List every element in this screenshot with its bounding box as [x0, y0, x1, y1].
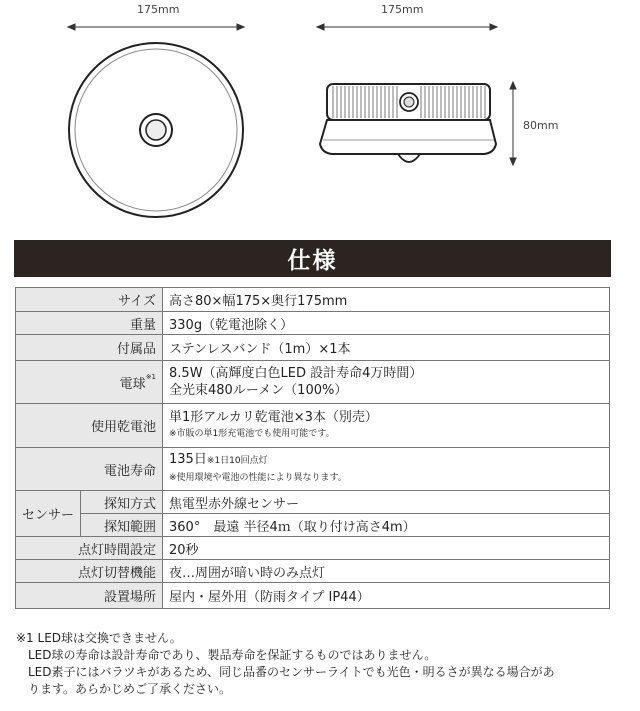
top-view-dimension-arrow [68, 24, 244, 30]
product-drawings [0, 0, 640, 235]
footnote-line: LED素子にはバラツキがあるため、同じ品番のセンサーライトでも光色・明るさが異なる場合があ [28, 665, 555, 679]
top-view-width-label: 175mm [137, 3, 180, 16]
spec-label: 設置場所 [16, 583, 163, 609]
spec-label: 電池寿命 [16, 448, 163, 491]
spec-title-bar [14, 240, 611, 277]
table-row [16, 312, 610, 335]
battery-note: ※市販の単1形充電池でも使用可能です。 [169, 428, 335, 439]
spec-label: 探知方式 [81, 491, 163, 514]
spec-label [16, 361, 163, 404]
battery-life-value-note: ※1日10回点灯 [206, 456, 268, 466]
side-view-dimension-arrow [317, 24, 497, 30]
footnote-line: ※1 LED球は交換できません。 [16, 631, 182, 645]
spec-label: 点灯切替機能 [16, 560, 163, 583]
battery-life-note: ※使用環境や電池の性能により異なります。 [169, 473, 347, 483]
spec-value [163, 361, 610, 404]
spec-value: 焦電型赤外線センサー [163, 491, 610, 514]
spec-value: 屋内・屋外用（防雨タイプ IP44） [163, 583, 610, 609]
side-view-height-label: 80mm [523, 119, 559, 132]
spec-label: 使用乾電池 [16, 404, 163, 448]
footnote-line: LED球の寿命は設計寿命であり、製品寿命を保証するものではありません。 [28, 648, 437, 662]
bulb-label: 電球 [119, 376, 146, 392]
table-row [16, 335, 610, 361]
side-view-height-arrow [510, 82, 516, 165]
side-view-width-label: 175mm [381, 3, 424, 16]
table-row [16, 448, 610, 491]
spec-label: 重量 [16, 312, 163, 335]
table-row [16, 537, 610, 560]
table-row [16, 514, 610, 537]
battery-life-value: 135日 [169, 452, 207, 467]
sensor-group-label: センサー [16, 491, 81, 537]
spec-label: 点灯時間設定 [16, 537, 163, 560]
spec-label: サイズ [16, 288, 163, 312]
spec-value: 330g（乾電池除く） [163, 312, 610, 335]
top-view-drawing [69, 43, 243, 217]
footnotes [16, 630, 631, 698]
battery-value: 単1形アルカリ乾電池×3本（別売） [169, 409, 378, 425]
bulb-value-line2: 全光束480ルーメン（100%） [169, 383, 348, 398]
spec-value: ステンレスバンド（1m）×1本 [163, 335, 610, 361]
table-row [16, 491, 610, 514]
table-row [16, 583, 610, 609]
spec-value: 360° 最遠 半径4ｍ（取り付け高さ4m） [163, 514, 610, 537]
table-row [16, 560, 610, 583]
footnote-line: ります。あらかじめご了承ください。 [28, 682, 232, 696]
spec-table [15, 287, 610, 609]
spec-value: 高さ80×幅175×奥行175mm [163, 288, 610, 312]
spec-value: 夜…周囲が暗い時のみ点灯 [163, 560, 610, 583]
side-view-drawing [320, 84, 496, 162]
bulb-label-note: ※1 [145, 372, 157, 381]
spec-label: 探知範囲 [81, 514, 163, 537]
bulb-value-line1: 8.5W（高輝度白色LED 設計寿命4万時間） [169, 366, 423, 381]
table-row [16, 288, 610, 312]
spec-value [163, 404, 610, 448]
spec-value [163, 448, 610, 491]
table-row [16, 404, 610, 448]
table-row [16, 361, 610, 404]
spec-label: 付属品 [16, 335, 163, 361]
spec-value: 20秒 [163, 537, 610, 560]
spec-title: 仕様 [287, 248, 338, 274]
